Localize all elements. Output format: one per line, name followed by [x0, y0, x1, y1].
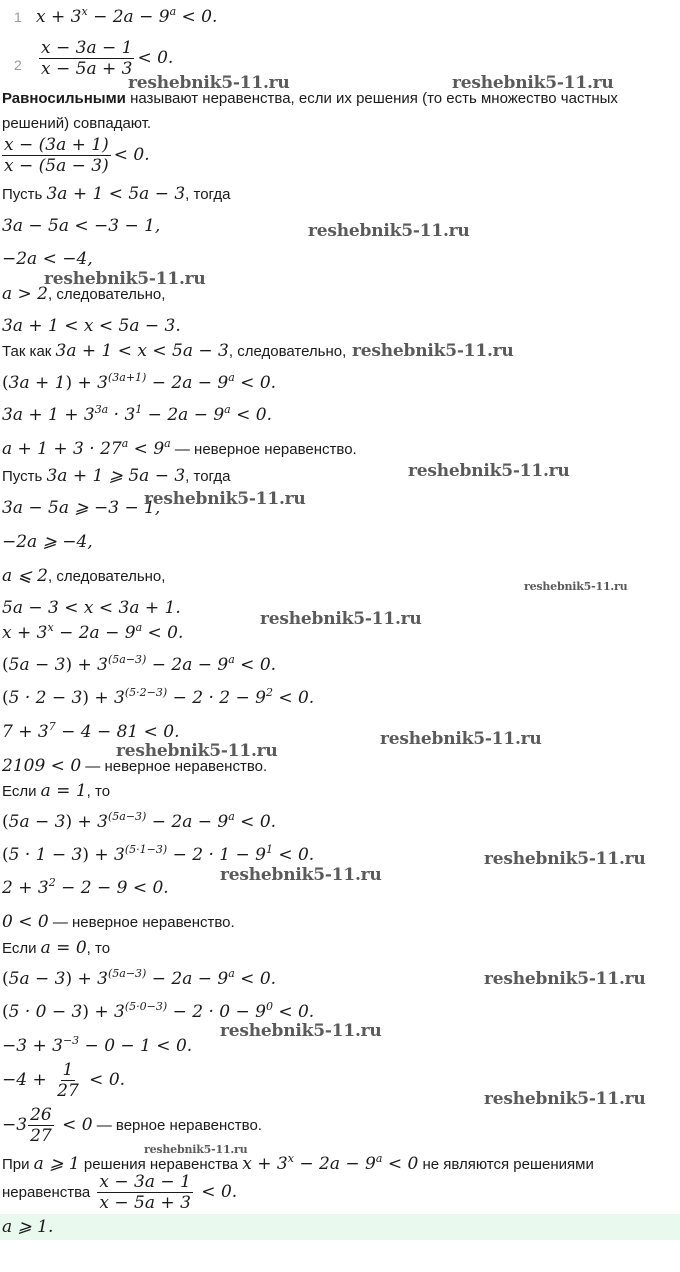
case2-step-2: −2a ⩾ −4,: [2, 532, 93, 552]
case-a0-step-3: $-3 + 3^{-3} - 0 - 1 < 0$.: [2, 1034, 193, 1056]
case-a1-intro: Если a = 1, то: [2, 781, 111, 801]
watermark: reshebnik5-11.ru: [260, 609, 422, 629]
case2-step-3: a ⩽ 2, следовательно,: [2, 566, 166, 586]
case1-step-4: 3a + 1 < x < 5a − 3.: [2, 316, 181, 336]
watermark: reshebnik5-11.ru: [44, 269, 206, 289]
case-a0-step-1: $(5a - 3) + 3^{(5a-3)} - 2a - 9^a < 0$.: [2, 967, 277, 989]
case-a0-result: −3 $\frac{26}{27}$ < 0 — верное неравенство.: [2, 1105, 262, 1146]
case1-step-2: −2a < −4,: [2, 249, 93, 269]
watermark: reshebnik5-11.ru: [144, 489, 306, 509]
case2-intro: Пусть 3a + 1 ⩾ 5a − 3, тогда: [2, 466, 231, 486]
case-a1-step-3: $2 + 3^2 - 2 - 9 < 0$.: [2, 876, 169, 898]
case2-step-7: $(5 \cdot 2 - 3) + 3^{(5\cdot 2-3)} - 2 \cdot 2 - 9^2 < 0$.: [2, 686, 315, 708]
watermark: reshebnik5-11.ru: [352, 341, 514, 361]
case-a1-step-2: $(5 \cdot 1 - 3) + 3^{(5\cdot 1-3)} - 2 \cdot 1 - 9^1 < 0$.: [2, 843, 315, 865]
watermark: reshebnik5-11.ru: [524, 580, 628, 593]
definition-line-1: Равносильными называют неравенства, если их решения (то есть множество частных: [2, 90, 618, 107]
watermark: reshebnik5-11.ru: [380, 729, 542, 749]
conclusion-line-2: неравенства $\frac{x - 3a - 1}{x - 5a + 3}$ < 0.: [2, 1172, 238, 1213]
line-number-2: 2: [14, 57, 22, 73]
watermark: reshebnik5-11.ru: [116, 741, 278, 761]
watermark: reshebnik5-11.ru: [408, 461, 570, 481]
watermark: reshebnik5-11.ru: [220, 1021, 382, 1041]
case-a1-result: 0 < 0 — неверное неравенство.: [2, 912, 235, 932]
answer-box: [0, 1214, 680, 1240]
case2-step-6: $(5a - 3) + 3^{(5a-3)} - 2a - 9^a < 0$.: [2, 653, 277, 675]
case1-step-5: Так как 3a + 1 < x < 5a − 3, следовательно,: [2, 341, 347, 361]
case1-step-3: a > 2, следовательно,: [2, 284, 166, 304]
answer-text: a ⩾ 1.: [2, 1217, 54, 1237]
case-a1-step-1: $(5a - 3) + 3^{(5a-3)} - 2a - 9^a < 0$.: [2, 810, 277, 832]
case-a0-intro: Если a = 0, то: [2, 938, 111, 958]
case1-step-8: $a + 1 + 3 \cdot 27^a < 9^a$ — неверное неравенство.: [2, 437, 357, 459]
watermark: reshebnik5-11.ru: [144, 1143, 248, 1156]
case2-step-1: 3a − 5a ⩾ −3 − 1,: [2, 498, 161, 518]
watermark: reshebnik5-11.ru: [452, 73, 614, 93]
conclusion-line-1: При a ⩾ 1 решения неравенства $x + 3^x - 2a - 9^a < 0$ не являются решениями: [2, 1152, 594, 1174]
watermark: reshebnik5-11.ru: [308, 221, 470, 241]
case1-step-7: $3a + 1 + 3^{3a} \cdot 3^1 - 2a - 9^a < 0$.: [2, 403, 272, 425]
case-a0-step-4: −4 + $\frac{1}{27}$ < 0.: [2, 1060, 126, 1101]
case1-intro: Пусть 3a + 1 < 5a − 3, тогда: [2, 184, 231, 204]
case2-step-4: 5a − 3 < x < 3a + 1.: [2, 598, 181, 618]
case2-step-8: $7 + 3^7 - 4 - 81 < 0$.: [2, 720, 180, 742]
case1-step-6: $(3a + 1) + 3^{(3a+1)} - 2a - 9^a < 0$.: [2, 371, 277, 393]
task-inequality-2: $\frac{x - 3a - 1}{x - 5a + 3}$ < 0.: [41, 38, 174, 79]
combined-fraction: $\frac{x - (3a + 1)}{x - (5a - 3)}$ < 0.: [4, 135, 150, 176]
watermark: reshebnik5-11.ru: [484, 1089, 646, 1109]
watermark: reshebnik5-11.ru: [128, 73, 290, 93]
definition-line-2: решений) совпадают.: [2, 115, 152, 132]
case2-step-9: 2109 < 0 — неверное неравенство.: [2, 756, 268, 776]
watermark: reshebnik5-11.ru: [484, 849, 646, 869]
watermark: reshebnik5-11.ru: [220, 865, 382, 885]
case-a0-step-2: $(5 \cdot 0 - 3) + 3^{(5\cdot 0-3)} - 2 \cdot 0 - 9^0 < 0$.: [2, 1000, 315, 1022]
line-number-1: 1: [14, 9, 22, 25]
case1-step-1: 3a − 5a < −3 − 1,: [2, 216, 161, 236]
watermark: reshebnik5-11.ru: [484, 969, 646, 989]
case2-step-5: $x + 3^x - 2a - 9^a < 0$.: [2, 621, 184, 643]
task-inequality-1: $x + 3^x - 2a - 9^a < 0$.: [36, 5, 218, 27]
